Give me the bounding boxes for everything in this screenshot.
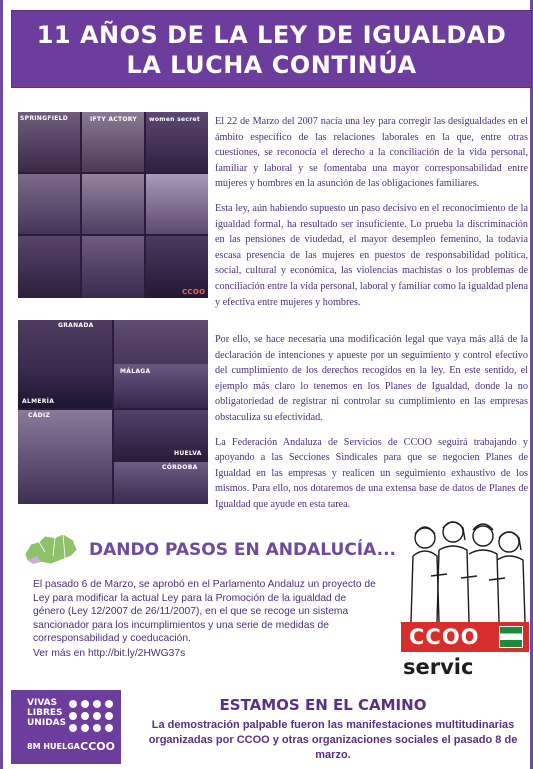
header-title-line1: 11 AÑOS DE LA LEY DE IGUALDAD xyxy=(36,21,507,49)
logo-ccoo: CCOO xyxy=(80,740,115,753)
women-faces-icon xyxy=(67,698,115,734)
photo-label-springfield: SPRINGFIELD xyxy=(20,115,69,122)
protest-photo-collage-top xyxy=(18,112,208,298)
ccoo-logo-text: CCOO xyxy=(409,625,480,649)
andalucia-flag-icon xyxy=(499,626,523,648)
women-illustration xyxy=(401,516,529,622)
protest-photo-collage-bottom xyxy=(18,320,208,504)
8m-strike-logo xyxy=(11,690,121,764)
ccoo-logo xyxy=(401,622,529,652)
footer-title: ESTAMOS EN EL CAMINO xyxy=(219,696,427,714)
article-paragraph-2: Esta ley, aún habiendo supuesto un paso decisivo en el reconocimiento de la igualdad formal, ha resultado ser insuficiente. Lo prueba la discriminación en las pensiones de viudedad, el mayor desempleo femenino, la todavía escasa presencia de las mujeres en puestos de responsabilidad política, social, cultural y económica, las violencias machistas o los problemas de conciliación entre la vida personal, laboral y familiar como la igualdad plena y efectiva entre mujeres y hombres. xyxy=(215,202,528,308)
logo-huelga: 8M HUELGA xyxy=(27,742,80,751)
logo-slogan: VIVAS LIBRES UNIDAS xyxy=(27,698,67,728)
article-paragraph-1: El 22 de Marzo del 2007 nacía una ley para corregir las desigualdades en el ámbito específico de las relaciones laborales en la que, entre otras cuestiones, se reconocía el derecho a la conciliación de la vida personal, familiar y laboral y se fomentaba una mayor corresponsabilidad entre mujeres y hombres en la asunción de las obligaciones familiares. xyxy=(215,116,528,190)
andalucia-section-title: DANDO PASOS EN ANDALUCÍA... xyxy=(89,540,396,560)
photo-label-almeria: ALMERÍA xyxy=(22,398,55,405)
photo-label-ccoo: CCOO xyxy=(182,288,206,296)
header-banner xyxy=(11,10,532,88)
photo-label-womensecret: women secret xyxy=(149,116,201,123)
footer-text: La demostración palpable fueron las manifestaciones multitudinarias organizadas por CCOO y otras organizaciones sociales el pasado 8 de marzo. xyxy=(148,719,518,761)
andalucia-section-text xyxy=(33,578,378,661)
photo-label-malaga: MÁLAGA xyxy=(120,368,151,375)
photo-label-huelva: HUELVA xyxy=(174,450,202,457)
andalucia-link[interactable]: Ver más en http://bit.ly/2HWG37s xyxy=(33,647,186,659)
andalucia-map-icon xyxy=(21,530,81,570)
photo-label-cadiz: CÁDIZ xyxy=(28,412,51,419)
header-title-line2: LA LUCHA CONTINÚA xyxy=(126,51,417,79)
article-text-top xyxy=(215,114,528,319)
photo-label-factory: IFTY ACTORY xyxy=(90,116,138,123)
servicios-text: servic xyxy=(403,655,474,679)
article-text-bottom xyxy=(215,332,528,522)
photo-label-cordoba: CÓRDOBA xyxy=(162,464,198,471)
andalucia-paragraph: El pasado 6 de Marzo, se aprobó en el Parlamento Andaluz un proyecto de Ley para modificar la actual Ley para la Promoción de la igualdad de género (Ley 12/2007 de 26/11/2007), en el que se recoge un sistema sancionador para los incumplimientos y una serie de medidas de corresponsabilidad y coeducación. xyxy=(33,579,376,645)
photo-label-granada: GRANADA xyxy=(58,322,94,329)
article-paragraph-4: La Federación Andaluza de Servicios de CCOO seguirá trabajando y apoyando a las Secciones Sindicales para que se negocien Planes de Igualdad en las empresas y realicen un seguimiento exhaustivo de los mismos. Para ello, nos dotaremos de una extensa base de datos de Planes de Igualdad que ayude en esta tarea. xyxy=(215,436,528,510)
article-paragraph-3: Por ello, se hace necesaria una modificación legal que vaya más allá de la declaración de intenciones y apueste por un seguimiento y control efectivo del cumplimiento de los derechos recogidos en la ley. En este sentido, el ejemplo más claro lo tenemos en los Planes de Igualdad, donde la no obligatoriedad de registrar ni controlar su cumplimiento en las empresas obstaculiza su efectividad. xyxy=(215,334,528,423)
